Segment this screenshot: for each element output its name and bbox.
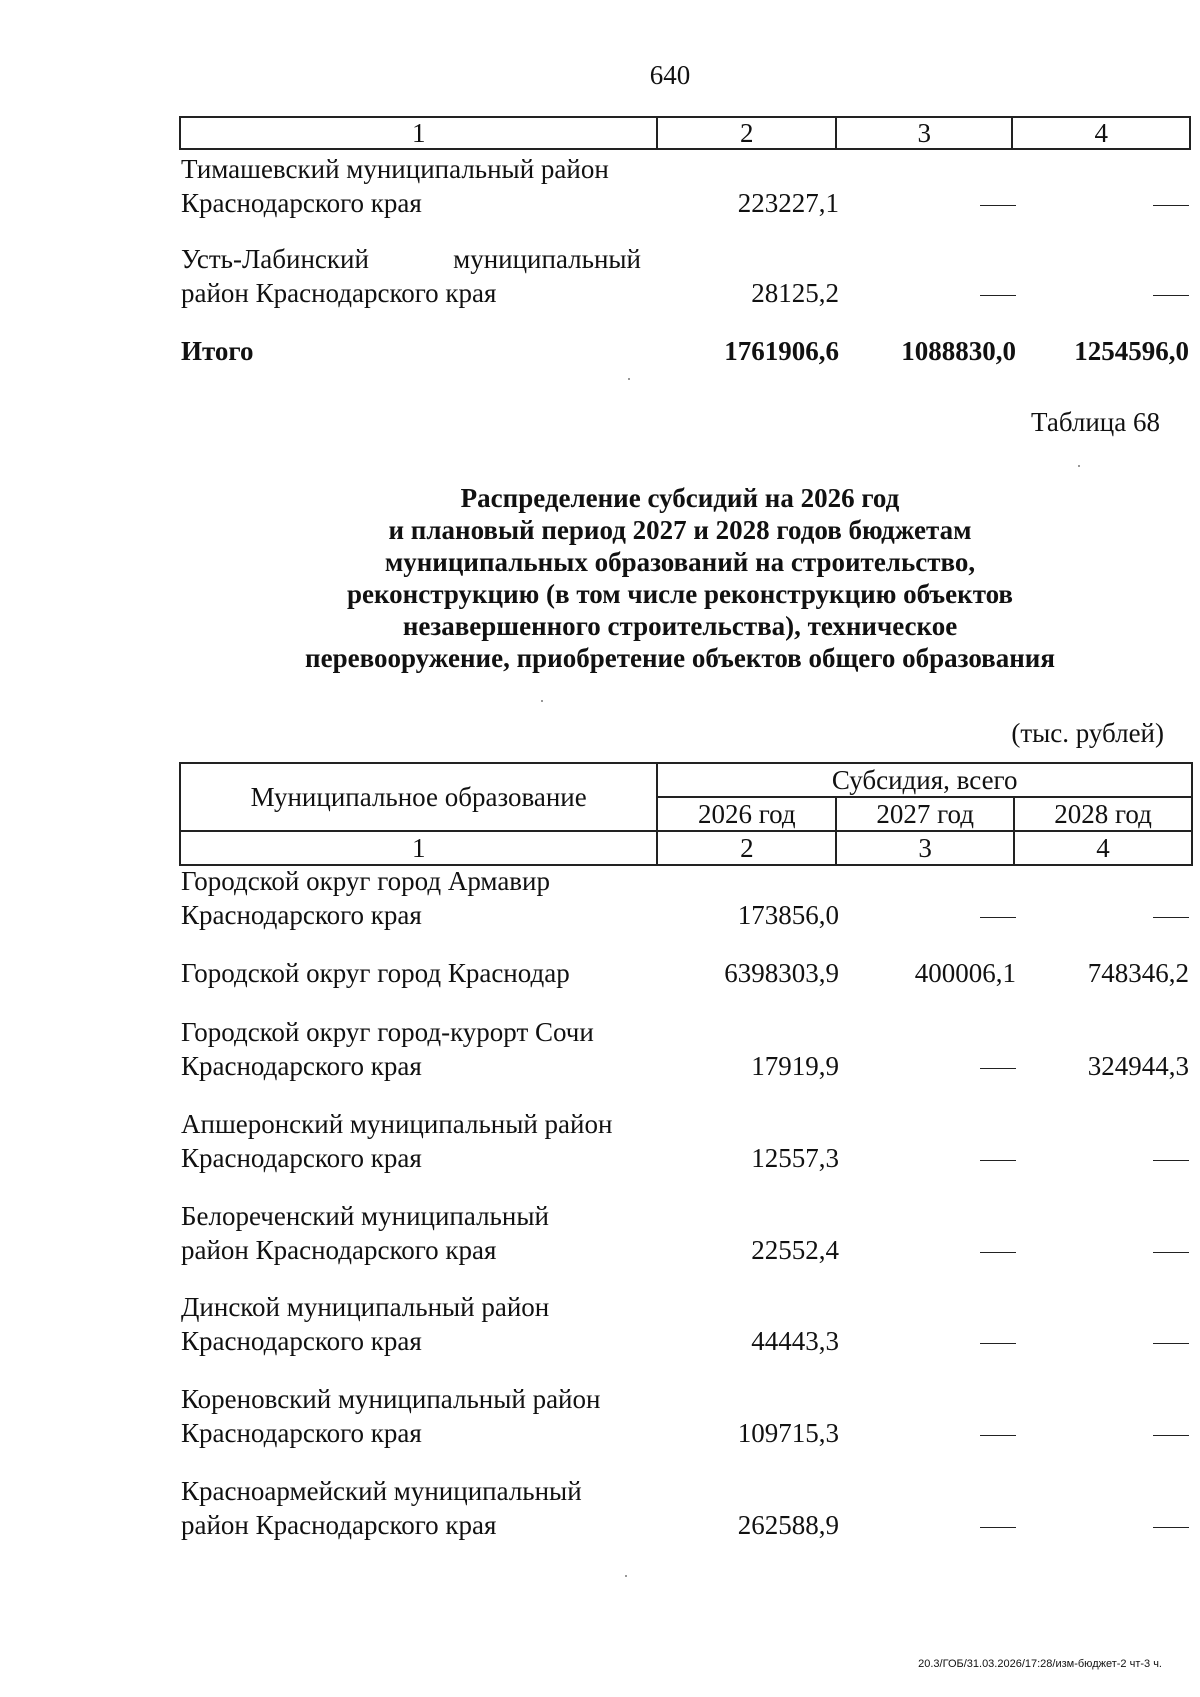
- value-2026: 262588,9: [737, 1510, 839, 1540]
- table-row: [181, 1015, 1191, 1083]
- value-2028: 748346,2: [1087, 958, 1189, 988]
- year-2027-header: 2027 год: [836, 797, 1014, 831]
- value-2026: 6398303,9: [724, 958, 839, 988]
- value-2027: [980, 186, 1016, 220]
- dash: [1153, 1160, 1189, 1161]
- column-number-3: 3: [836, 831, 1014, 865]
- year-2026-header: 2026 год: [657, 797, 836, 831]
- scan-speck: [628, 378, 630, 380]
- value-2027: [980, 1508, 1016, 1542]
- name-word: Усть-Лабинский: [181, 244, 369, 274]
- name-line: Красноармейский муниципальный: [181, 1476, 582, 1506]
- table-row: [181, 956, 1191, 990]
- value-2027: [980, 1049, 1016, 1083]
- name-line: Краснодарского края: [181, 1143, 422, 1173]
- name-line: Краснодарского края: [181, 1051, 422, 1081]
- footer-stamp: 20.3/ГОБ/31.03.2026/17:28/изм-бюджет-2 чт-3 ч.: [918, 1658, 1162, 1670]
- table-row: [181, 864, 1191, 932]
- value-2026: 44443,3: [751, 1326, 839, 1356]
- dash: [1153, 1527, 1189, 1528]
- subsidy-total-header: Субсидия, всего: [657, 763, 1192, 797]
- value-2026: 109715,3: [737, 1418, 839, 1448]
- dash: [1153, 1343, 1189, 1344]
- name-line: Апшеронский муниципальный район: [181, 1109, 613, 1139]
- value-2028: [1153, 1141, 1189, 1175]
- dash: [980, 917, 1016, 918]
- dash: [980, 1343, 1016, 1344]
- table-label: Таблица 68: [1031, 407, 1160, 437]
- name-line: Краснодарского края: [181, 188, 422, 218]
- name-line: Краснодарского края: [181, 1418, 422, 1448]
- continuation-table-header: [179, 116, 1191, 150]
- municipality-name: [181, 1107, 641, 1175]
- dash: [980, 1068, 1016, 1069]
- scan-speck: [1078, 465, 1080, 467]
- dash: [1153, 1252, 1189, 1253]
- name-line: район Краснодарского края: [181, 278, 497, 308]
- value-2027: [980, 1141, 1016, 1175]
- municipality-name: [181, 152, 641, 220]
- table-row: [181, 1290, 1191, 1358]
- value-2026: 28125,2: [751, 278, 839, 308]
- table-row: [181, 1382, 1191, 1450]
- municipality-name: [181, 242, 641, 310]
- table-row: [181, 152, 1191, 220]
- main-table-header: [179, 762, 1193, 866]
- name-line: Городской округ город Краснодар: [181, 958, 570, 988]
- year-2028-header: 2028 год: [1014, 797, 1192, 831]
- name-word: муниципальный: [453, 244, 641, 274]
- dash: [980, 1160, 1016, 1161]
- name-line-justified: [181, 242, 641, 276]
- value-2027: 400006,1: [914, 958, 1016, 988]
- value-2026: 22552,4: [751, 1235, 839, 1265]
- municipality-name: [181, 1474, 641, 1542]
- total-label: Итого: [181, 336, 254, 366]
- column-number-2: 2: [657, 831, 836, 865]
- dash: [980, 1435, 1016, 1436]
- units-label: (тыс. рублей): [1011, 718, 1164, 748]
- name-line: Краснодарского края: [181, 1326, 422, 1356]
- value-2027: [980, 898, 1016, 932]
- name-line: Тимашевский муниципальный район: [181, 154, 609, 184]
- value-2028: [1153, 186, 1189, 220]
- name-line: Динской муниципальный район: [181, 1292, 550, 1322]
- total-2028: 1254596,0: [1074, 336, 1189, 366]
- value-2028: [1153, 898, 1189, 932]
- municipality-column-header: Муниципальное образование: [180, 763, 657, 831]
- total-2026: 1761906,6: [724, 336, 839, 366]
- municipality-name: [181, 1290, 641, 1358]
- total-row: [181, 334, 1191, 368]
- dash: [980, 1252, 1016, 1253]
- value-2027: [980, 276, 1016, 310]
- table-title: [180, 482, 1180, 674]
- dash: [980, 205, 1016, 206]
- municipality-name: [181, 1382, 641, 1450]
- title-line: реконструкцию (в том числе реконструкцию объектов: [346, 579, 1014, 609]
- municipality-name: [181, 864, 641, 932]
- column-number-4: 4: [1012, 117, 1190, 149]
- value-2028: [1153, 1416, 1189, 1450]
- page-number: 640: [649, 60, 691, 90]
- scan-speck: [625, 1575, 627, 1577]
- title-line: незавершенного строительства), техническое: [402, 611, 958, 641]
- name-line: Кореновский муниципальный район: [181, 1384, 601, 1414]
- title-line: Распределение субсидий на 2026 год: [460, 483, 900, 513]
- value-2027: [980, 1416, 1016, 1450]
- column-number-4: 4: [1014, 831, 1192, 865]
- dash: [1153, 917, 1189, 918]
- total-2027: 1088830,0: [901, 336, 1016, 366]
- name-line: Городской округ город-курорт Сочи: [181, 1017, 594, 1047]
- dash: [1153, 1435, 1189, 1436]
- name-line: район Краснодарского края: [181, 1510, 497, 1540]
- table-row: [181, 1474, 1191, 1542]
- title-line: перевооружение, приобретение объектов общего образования: [305, 643, 1055, 673]
- column-number-3: 3: [836, 117, 1012, 149]
- name-line: Краснодарского края: [181, 900, 422, 930]
- value-2026: 12557,3: [751, 1143, 839, 1173]
- dash: [980, 1527, 1016, 1528]
- municipality-name: [181, 1199, 641, 1267]
- table-row: [181, 242, 1191, 310]
- column-number-1: 1: [180, 831, 657, 865]
- value-2028: [1153, 1324, 1189, 1358]
- value-2026: 173856,0: [737, 900, 839, 930]
- value-2028: [1153, 276, 1189, 310]
- column-number-1: 1: [180, 117, 657, 149]
- scan-speck: [541, 700, 543, 702]
- dash: [1153, 205, 1189, 206]
- value-2027: [980, 1324, 1016, 1358]
- name-line: район Краснодарского края: [181, 1235, 497, 1265]
- name-line: Городской округ город Армавир: [181, 866, 550, 896]
- value-2028: [1153, 1233, 1189, 1267]
- name-line: Белореченский муниципальный: [181, 1201, 549, 1231]
- column-number-2: 2: [657, 117, 836, 149]
- municipality-name: [181, 956, 641, 990]
- municipality-name: [181, 1015, 641, 1083]
- value-2028: 324944,3: [1087, 1051, 1189, 1081]
- value-2027: [980, 1233, 1016, 1267]
- table-row: [181, 1199, 1191, 1267]
- value-2026: 17919,9: [751, 1051, 839, 1081]
- table-row: [181, 1107, 1191, 1175]
- dash: [980, 295, 1016, 296]
- title-line: муниципальных образований на строительство,: [384, 547, 976, 577]
- title-line: и плановый период 2027 и 2028 годов бюджетам: [388, 515, 972, 545]
- value-2026: 223227,1: [737, 188, 839, 218]
- dash: [1153, 295, 1189, 296]
- value-2028: [1153, 1508, 1189, 1542]
